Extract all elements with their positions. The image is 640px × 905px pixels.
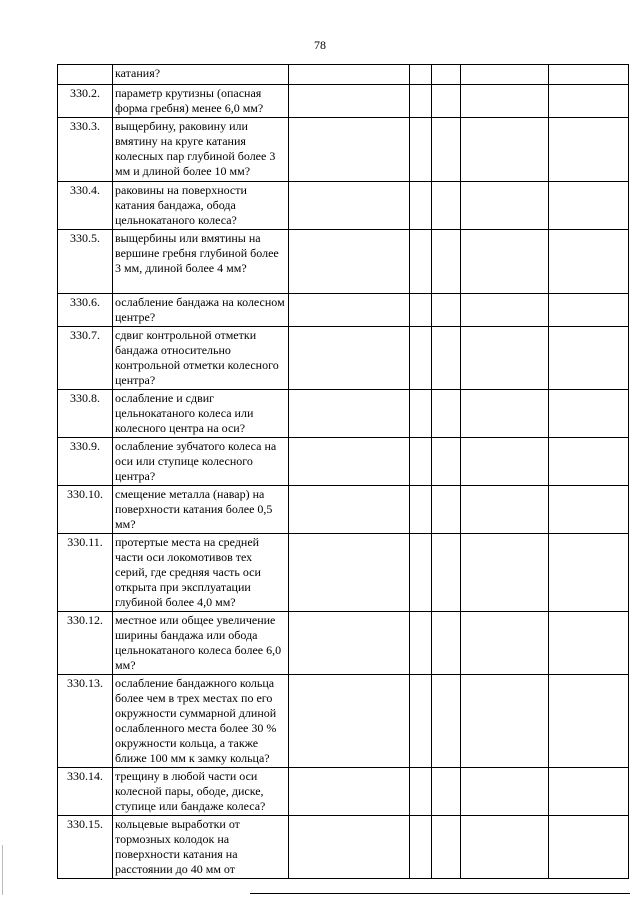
empty-cell [432,438,461,486]
empty-cell [432,327,461,390]
row-description: ослабление бандажного кольца более чем в трех местах по его окружности суммарной длиной ослабленного места более 30 % окружности кольца, а также ближе 100 мм к замку кольца? [113,675,289,768]
empty-cell [549,768,629,816]
empty-cell [432,65,461,85]
row-number: 330.4. [58,182,113,230]
table-row [58,390,629,438]
row-number: 330.11. [58,534,113,612]
row-description: ослабление бандажа на колесном центре? [113,294,289,327]
bottom-rule [250,893,630,894]
row-description: раковины на поверхности катания бандажа, обода цельнокатаного колеса? [113,182,289,230]
empty-cell [410,675,432,768]
empty-cell [432,612,461,675]
empty-cell [549,486,629,534]
empty-cell [461,612,549,675]
scan-edge-mark [2,845,3,895]
empty-cell [289,390,410,438]
empty-cell [461,675,549,768]
row-description: ослабление зубчатого колеса на оси или ступице колесного центра? [113,438,289,486]
empty-cell [432,768,461,816]
row-number: 330.9. [58,438,113,486]
empty-cell [289,612,410,675]
empty-cell [549,230,629,294]
empty-cell [549,390,629,438]
table-row [58,816,629,879]
empty-cell [410,327,432,390]
empty-cell [549,118,629,182]
empty-cell [432,816,461,879]
row-description: местное или общее увеличение ширины бандажа или обода цельнокатаного колеса более 6,0 мм? [113,612,289,675]
empty-cell [289,118,410,182]
empty-cell [432,390,461,438]
empty-cell [461,294,549,327]
table-row [58,612,629,675]
table-row [58,65,629,85]
empty-cell [432,486,461,534]
row-number: 330.14. [58,768,113,816]
empty-cell [549,816,629,879]
empty-cell [289,486,410,534]
empty-cell [461,390,549,438]
empty-cell [289,438,410,486]
row-number: 330.3. [58,118,113,182]
row-number: 330.8. [58,390,113,438]
empty-cell [410,65,432,85]
row-number: 330.2. [58,85,113,118]
row-description: смещение металла (навар) на поверхности катания более 0,5 мм? [113,486,289,534]
empty-cell [410,768,432,816]
empty-cell [289,294,410,327]
row-description: параметр крутизны (опасная форма гребня) менее 6,0 мм? [113,85,289,118]
empty-cell [461,65,549,85]
row-number [58,65,113,85]
table-row [58,486,629,534]
row-description: протертые места на средней части оси локомотивов тех серий, где средняя часть оси открыта при эксплуатации глубиной более 4,0 мм? [113,534,289,612]
empty-cell [432,85,461,118]
empty-cell [461,182,549,230]
empty-cell [410,230,432,294]
table-row [58,118,629,182]
table-row [58,438,629,486]
empty-cell [289,327,410,390]
empty-cell [410,534,432,612]
empty-cell [461,486,549,534]
row-number: 330.5. [58,230,113,294]
empty-cell [289,816,410,879]
row-number: 330.6. [58,294,113,327]
row-description: катания? [113,65,289,85]
empty-cell [461,230,549,294]
empty-cell [461,327,549,390]
empty-cell [549,182,629,230]
table-row [58,294,629,327]
empty-cell [549,534,629,612]
empty-cell [289,85,410,118]
empty-cell [410,294,432,327]
empty-cell [461,85,549,118]
table-row [58,85,629,118]
row-description: кольцевые выработки от тормозных колодок на поверхности катания на расстоянии до 40 мм от [113,816,289,879]
empty-cell [432,534,461,612]
empty-cell [549,675,629,768]
empty-cell [432,675,461,768]
empty-cell [289,65,410,85]
empty-cell [410,486,432,534]
table-row [58,182,629,230]
table-row [58,675,629,768]
page-number: 78 [314,38,326,52]
empty-cell [432,230,461,294]
empty-cell [289,675,410,768]
empty-cell [410,438,432,486]
row-description: трещину в любой части оси колесной пары, ободе, диске, ступице или бандаже колеса? [113,768,289,816]
empty-cell [549,294,629,327]
empty-cell [549,327,629,390]
row-description: сдвиг контрольной отметки бандажа относительно контрольной отметки колесного центра? [113,327,289,390]
empty-cell [410,612,432,675]
row-number: 330.7. [58,327,113,390]
empty-cell [549,612,629,675]
empty-cell [289,534,410,612]
table-row [58,768,629,816]
empty-cell [549,438,629,486]
table-row [58,327,629,390]
row-description: выщербину, раковину или вмятину на круге катания колесных пар глубиной более 3 мм и длиной более 10 мм? [113,118,289,182]
empty-cell [432,118,461,182]
empty-cell [410,85,432,118]
empty-cell [461,534,549,612]
empty-cell [549,65,629,85]
row-number: 330.15. [58,816,113,879]
empty-cell [410,118,432,182]
empty-cell [289,768,410,816]
row-number: 330.13. [58,675,113,768]
row-number: 330.12. [58,612,113,675]
empty-cell [461,768,549,816]
empty-cell [289,230,410,294]
empty-cell [549,85,629,118]
row-description: выщербины или вмятины на вершине гребня глубиной более 3 мм, длиной более 4 мм? [113,230,289,294]
requirements-table [57,64,629,879]
empty-cell [289,182,410,230]
empty-cell [410,816,432,879]
empty-cell [410,182,432,230]
empty-cell [461,816,549,879]
empty-cell [432,294,461,327]
table-row [58,230,629,294]
empty-cell [410,390,432,438]
row-number: 330.10. [58,486,113,534]
empty-cell [461,118,549,182]
table-row [58,534,629,612]
empty-cell [461,438,549,486]
empty-cell [432,182,461,230]
row-description: ослабление и сдвиг цельнокатаного колеса или колесного центра на оси? [113,390,289,438]
